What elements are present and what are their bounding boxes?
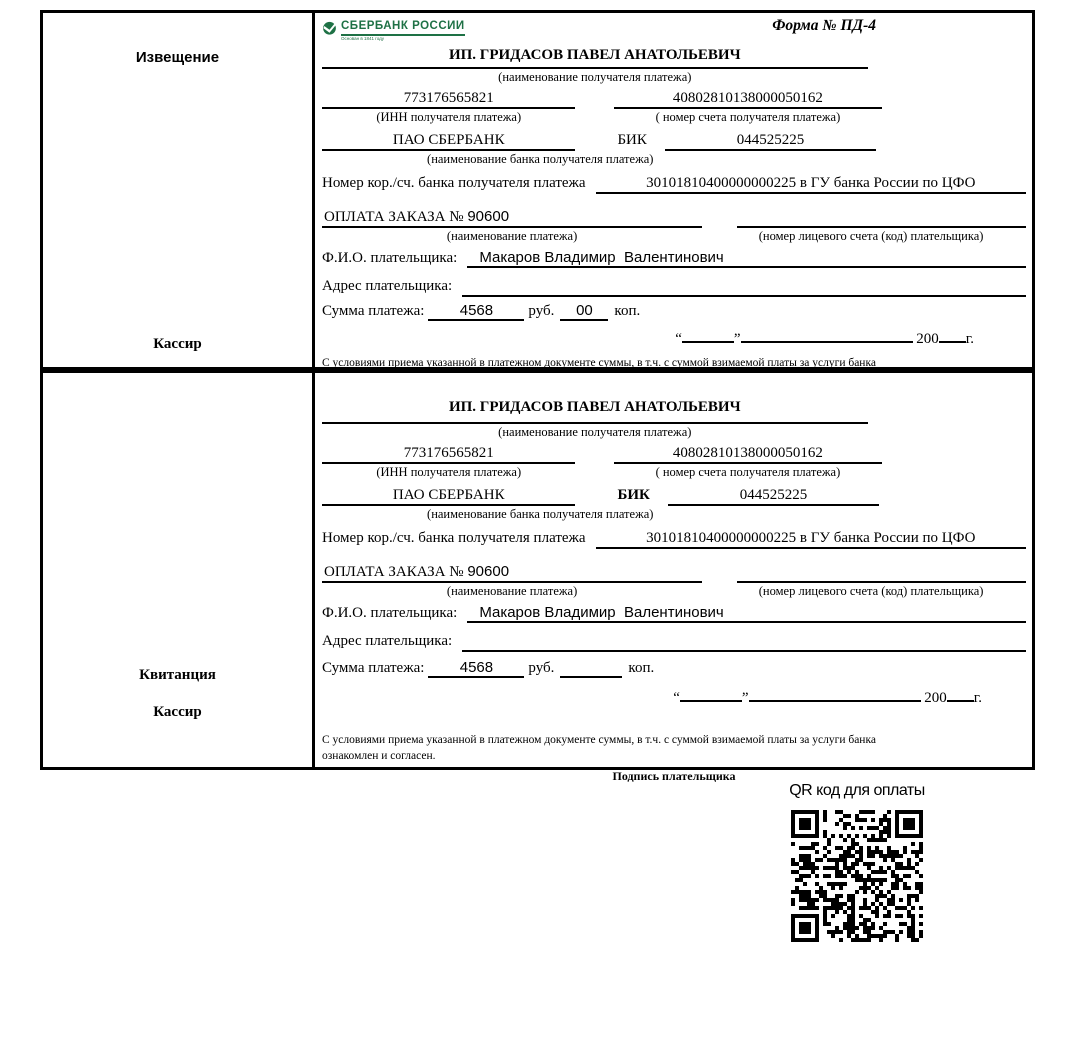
account-value: 40802810138000050162	[614, 90, 882, 109]
inn-label: (ИНН получателя платежа)	[376, 110, 522, 124]
year-suffix: г.	[973, 690, 982, 706]
qr-code	[789, 808, 925, 944]
quote-open: “	[675, 331, 682, 347]
inn-account-labels	[322, 465, 1026, 480]
payer-address-value	[462, 273, 1026, 297]
inn-value: 773176565821	[322, 445, 575, 464]
payer-code-label: (номер лицевого счета (код) плательщика)	[758, 584, 984, 598]
sum-rub-value: 4568	[428, 659, 524, 678]
notice-section	[40, 10, 1035, 370]
recipient-name-value: ИП. ГРИДАСОВ ПАВЕЛ АНАТОЛЬЕВИЧ	[322, 399, 868, 424]
sum-label: Сумма платежа:	[322, 660, 425, 676]
sum-kop-value: 00	[560, 302, 608, 321]
quote-close: ”	[741, 690, 749, 706]
corr-account-label: Номер кор./сч. банка получателя платежа	[322, 530, 586, 546]
payment-name-label: (наименование платежа)	[446, 584, 578, 598]
inn-account-row	[322, 445, 1026, 464]
bank-name-label: (наименование банка получателя платежа)	[427, 152, 654, 166]
payer-code-label: (номер лицевого счета (код) плательщика)	[758, 229, 984, 243]
date-year-line	[947, 687, 974, 702]
sum-kop-value	[560, 657, 622, 678]
notice-side-title: Извещение	[135, 49, 220, 66]
inn-value: 773176565821	[322, 90, 575, 109]
quote-close: ”	[733, 331, 741, 347]
corr-account-value: 30101810400000000225 в ГУ банка России по ЦФО	[596, 530, 1026, 549]
form-number-label: Форма № ПД-4	[772, 17, 876, 34]
year-prefix: 200	[924, 690, 947, 706]
payment-name-row	[322, 204, 1026, 228]
qr-block	[782, 782, 932, 944]
payer-fio-row	[322, 604, 1026, 623]
payer-fio-label: Ф.И.О. плательщика:	[322, 605, 458, 621]
sum-row	[322, 302, 1026, 321]
account-label: ( номер счета получателя платежа)	[655, 465, 841, 479]
corr-account-value: 30101810400000000225 в ГУ банка России по ЦФО	[596, 175, 1026, 194]
recipient-name-label: (наименование получателя платежа)	[498, 70, 692, 84]
bank-bik-row	[322, 132, 1026, 151]
bank-bik-row	[322, 487, 1026, 506]
sberbank-logo-tagline: Основан в 1841 году	[341, 36, 385, 42]
notice-header-row	[322, 17, 1026, 47]
sum-row	[322, 657, 1026, 678]
agreement-line2: ознакомлен и согласен.	[322, 749, 436, 762]
payment-name-value	[322, 208, 702, 228]
payer-address-row	[322, 273, 1026, 297]
payment-order-prefix: ОПЛАТА ЗАКАЗА №	[324, 564, 468, 580]
agreement-line1: С условиями приема указанной в платежном документе суммы, в т.ч. с суммой взимаемой платы за услуги банка	[322, 357, 876, 369]
cashier-label: Кассир	[153, 704, 202, 720]
inn-label: (ИНН получателя платежа)	[376, 465, 522, 479]
payment-name-value	[322, 563, 702, 583]
payment-order-prefix: ОПЛАТА ЗАКАЗА №	[324, 209, 468, 225]
sberbank-logo	[322, 17, 465, 41]
inn-account-labels	[322, 110, 1026, 125]
corr-account-row	[322, 175, 1026, 194]
payer-address-row	[322, 628, 1026, 652]
quote-open: “	[673, 690, 680, 706]
date-month-line	[741, 328, 913, 343]
recipient-name-label: (наименование получателя платежа)	[498, 425, 692, 439]
receipt-side-column	[43, 373, 315, 767]
payment-name-label: (наименование платежа)	[446, 229, 578, 243]
signature-label: Подпись плательщика	[612, 769, 736, 784]
payer-address-label: Адрес плательщика:	[322, 633, 453, 649]
agreement-line1: С условиями приема указанной в платежном документе суммы, в т.ч. с суммой взимаемой платы за услуги банка	[322, 734, 876, 746]
payer-code-line	[737, 559, 1026, 583]
date-day-line	[682, 328, 734, 343]
date-row	[322, 328, 1026, 348]
notice-side-column	[43, 13, 315, 367]
cashier-label: Кассир	[153, 336, 202, 352]
recipient-name-value: ИП. ГРИДАСОВ ПАВЕЛ АНАТОЛЬЕВИЧ	[322, 47, 868, 69]
inn-account-row	[322, 90, 1026, 109]
sum-rub-value: 4568	[428, 302, 524, 321]
date-day-line	[680, 687, 742, 702]
sum-label: Сумма платежа:	[322, 303, 425, 319]
account-label: ( номер счета получателя платежа)	[655, 110, 841, 124]
payer-code-line	[737, 204, 1026, 228]
year-prefix: 200	[916, 331, 939, 347]
qr-label: QR код для оплаты	[789, 782, 925, 799]
bank-name-value: ПАО СБЕРБАНК	[322, 487, 575, 506]
bank-name-value: ПАО СБЕРБАНК	[322, 132, 575, 151]
kop-label: коп.	[628, 660, 655, 676]
kop-label: коп.	[614, 303, 641, 319]
bik-label: БИК	[617, 132, 647, 148]
payment-order-number: 90600	[467, 563, 510, 580]
receipt-main-column	[315, 373, 1032, 784]
receipt-side-title: Квитанция	[139, 667, 216, 683]
payment-order-number: 90600	[467, 208, 510, 225]
date-year-line	[939, 328, 966, 343]
receipt-section	[40, 370, 1035, 784]
corr-account-label: Номер кор./сч. банка получателя платежа	[322, 175, 586, 191]
corr-account-row	[322, 530, 1026, 549]
rub-label: руб.	[528, 660, 555, 676]
payer-address-label: Адрес плательщика:	[322, 278, 453, 294]
rub-label: руб.	[528, 303, 555, 319]
year-suffix: г.	[965, 331, 974, 347]
agreement-text	[322, 733, 1026, 784]
payer-address-value	[462, 628, 1026, 652]
notice-main-column	[315, 13, 1032, 367]
bik-label: БИК	[617, 487, 650, 503]
payment-name-labels	[322, 229, 1026, 244]
bank-name-label: (наименование банка получателя платежа)	[427, 507, 654, 521]
date-month-line	[749, 687, 921, 702]
sberbank-logo-text: СБЕРБАНК РОССИИ	[341, 20, 465, 36]
payment-name-row	[322, 559, 1026, 583]
account-value: 40802810138000050162	[614, 445, 882, 464]
date-row	[322, 687, 1026, 707]
bik-value: 044525225	[668, 487, 879, 506]
sberbank-emblem-icon	[322, 20, 337, 35]
payer-fio-value: Макаров Владимир Валентинович	[467, 249, 1026, 268]
payer-fio-row	[322, 249, 1026, 268]
payer-fio-value: Макаров Владимир Валентинович	[467, 604, 1026, 623]
payer-fio-label: Ф.И.О. плательщика:	[322, 250, 458, 266]
bik-value: 044525225	[665, 132, 876, 151]
payment-name-labels	[322, 584, 1026, 599]
